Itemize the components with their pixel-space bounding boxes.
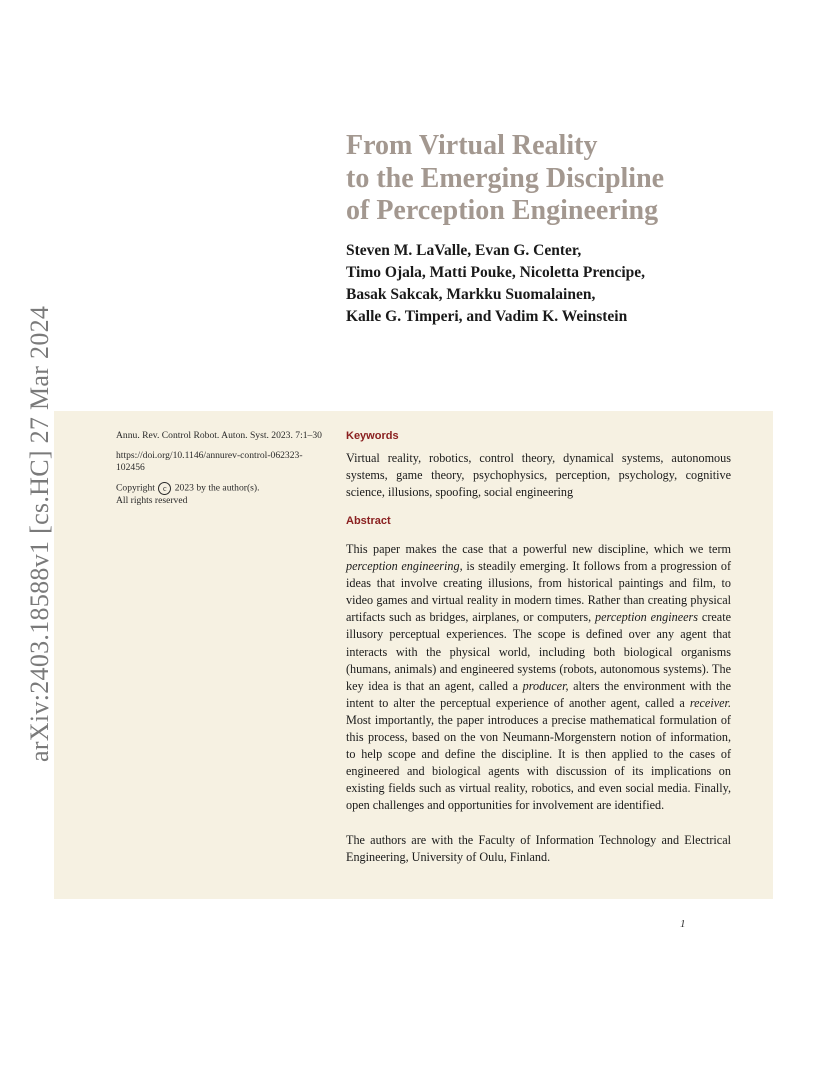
copyright-icon: c [158,482,171,495]
doi-link[interactable]: https://doi.org/10.1146/annurev-control-062323-102456 [116,449,303,474]
copyright-notice [116,482,326,508]
affiliation-paragraph: The authors are with the Faculty of Information Technology and Electrical Engineering, University of Oulu, Finland. [346,832,731,864]
title-line: to the Emerging Discipline [346,162,665,194]
abstract-term: perception engineering, [346,559,463,574]
abstract-text: Most importantly, the paper introduces a precise mathematical formulation of this process, based on the von Neumann-Morgenstern notion of information, to help scope and define the discipline. It is then applied to the cases of engineered and biological agents with discussion of its implications on existing fields such as virtual reality, robotics, and even social media. Finally, open challenges and opportunities for involvement are identified. [346,712,731,813]
page-number: 1 [680,918,686,930]
main-summary [346,428,731,866]
author-line: Kalle G. Timperi, and Vadim K. Weinstein [346,308,628,325]
abstract-text: alters the environment with the intent to alter the perceptual experience of another agent, called a [346,678,732,710]
abstract-term: perception engineers [595,610,699,625]
copyright-year-holder: 2023 by the author(s). [174,482,260,494]
author-list [346,240,786,328]
paper-title [346,130,786,228]
title-line: From Virtual Reality [346,130,598,161]
abstract-text: create illusory perceptual experiences. The scope is defined over any agent that interacts with the physical world, including both biological organisms (humans, animals) and engineered systems (robots, autonomous systems). The key idea is that an agent, called a [346,610,732,693]
abstract-term: receiver. [689,695,731,710]
abstract-text: This paper makes the case that a powerful new discipline, which we term [346,542,731,556]
author-line: Basak Sakcak, Markku Suomalainen, [346,286,596,303]
copyright-prefix: Copyright [116,482,155,494]
author-line: Steven M. LaValle, Evan G. Center, [346,242,582,259]
journal-citation: Annu. Rev. Control Robot. Auton. Syst. 2023. 7:1–30 [116,430,322,441]
abstract-text: is steadily emerging. It follows from a progression of ideas that involve creating illusions, from historical paintings and film, to video games and virtual reality in modern times. Rather than creating physical artifacts such as bridges, airplanes, or computers, [346,559,731,625]
keywords-heading: Keywords [346,430,399,442]
abstract-heading: Abstract [346,515,391,527]
keywords-text: Virtual reality, robotics, control theory, dynamical systems, autonomous systems, game theory, psychophysics, perception, psychology, cognitive science, illusions, spoofing, social engineering [346,451,731,499]
arxiv-identifier: arXiv:2403.18588v1 [cs.HC] 27 Mar 2024 [25,305,54,762]
author-line: Timo Ojala, Matti Pouke, Nicoletta Prencipe, [346,264,646,281]
abstract-paragraph [346,541,731,815]
rights-reserved: All rights reserved [116,495,188,507]
title-line: of Perception Engineering [346,195,659,226]
abstract-term: producer, [522,678,569,693]
abstract-section [346,513,731,866]
publication-metadata [116,430,326,515]
